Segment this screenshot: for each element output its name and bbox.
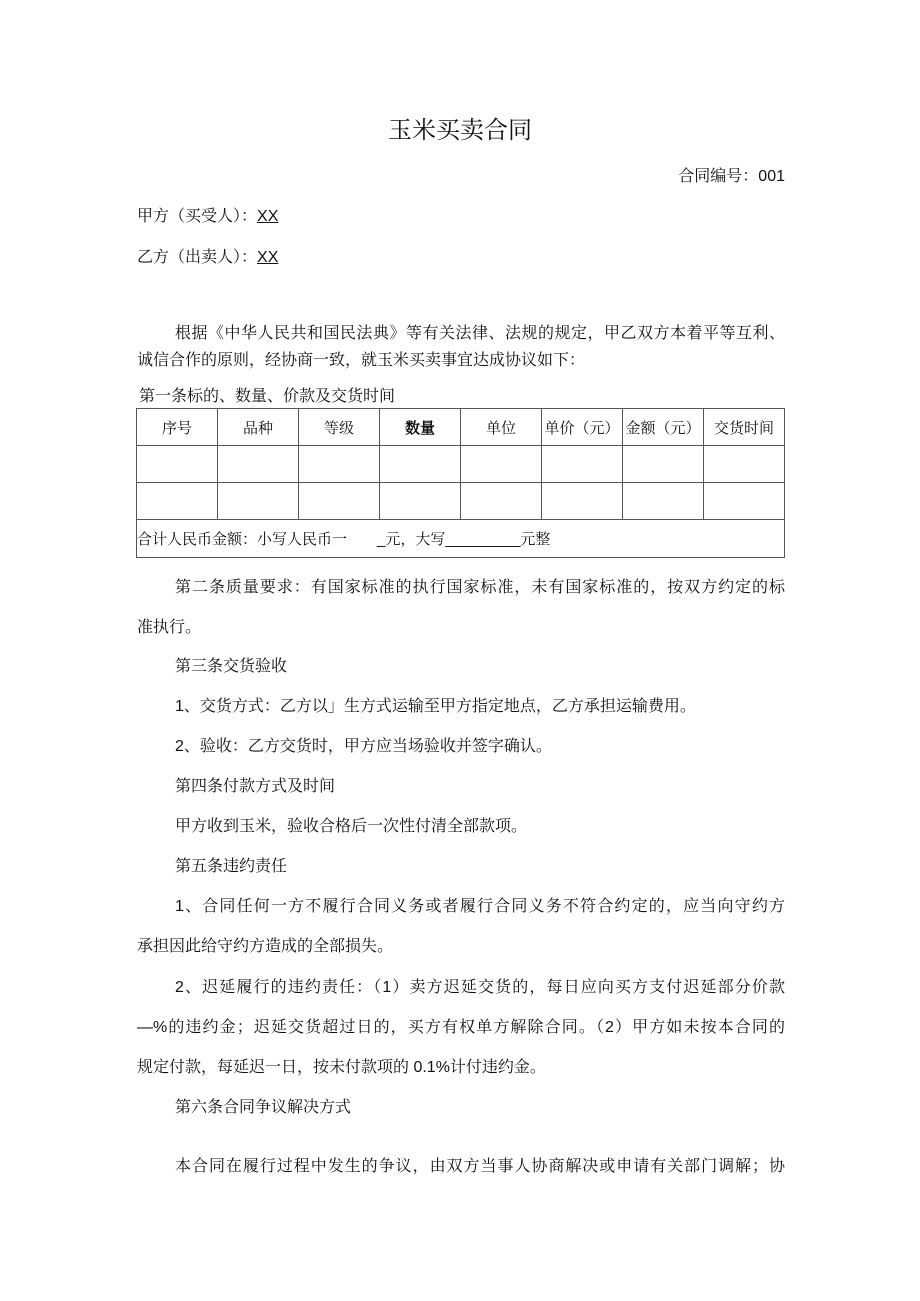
party-b-value: XX	[257, 249, 279, 266]
article4-title: 第四条付款方式及时间	[175, 778, 336, 795]
contract-number: 合同编号：001	[678, 168, 785, 185]
article5-item2-line-2: —%的违约金；迟延交货超过日的，买方有权单方解除合同。（2）甲方如未按本合同的	[137, 1019, 785, 1036]
table-cell	[218, 483, 299, 520]
table-cell	[542, 483, 623, 520]
table-header: 单位	[461, 409, 542, 446]
intro-line-2: 诚信合作的原则，经协商一致，就玉米买卖事宜达成协议如下：	[137, 352, 586, 369]
article1-title: 第一条标的、数量、价款及交货时间	[139, 388, 396, 405]
party-a-value: XX	[257, 208, 279, 225]
table-header-row	[137, 409, 785, 446]
article3-title: 第三条交货验收	[175, 658, 288, 675]
party-b-label: 乙方（出卖人）：	[137, 249, 258, 266]
table-header: 单价（元）	[542, 409, 623, 446]
table-cell	[137, 483, 218, 520]
article3-item-2: 2、验收：乙方交货时，甲方应当场验收并签字确认。	[175, 738, 552, 755]
table-row	[137, 483, 785, 520]
table-cell	[137, 446, 218, 483]
table-cell	[623, 446, 704, 483]
article2-line-1: 第二条质量要求：有国家标准的执行国家标准，未有国家标准的，按双方约定的标	[175, 579, 785, 596]
article6-title: 第六条合同争议解决方式	[175, 1099, 352, 1116]
table-header: 序号	[137, 409, 218, 446]
article5-item2-line-1: 2、迟延履行的违约责任：（1）卖方迟延交货的，每日应向买方支付迟延部分价款	[175, 979, 785, 996]
table-total-row	[137, 520, 785, 558]
article5-item1-line-2: 承担因此给守约方造成的全部损失。	[137, 938, 394, 955]
table-cell	[461, 483, 542, 520]
article5-title: 第五条违约责任	[175, 858, 288, 875]
article4-text: 甲方收到玉米，验收合格后一次性付清全部款项。	[175, 818, 528, 835]
document-title: 玉米买卖合同	[388, 117, 532, 144]
table-cell	[299, 483, 380, 520]
table-row	[137, 446, 785, 483]
article5-item1-line-1: 1、合同任何一方不履行合同义务或者履行合同义务不符合约定的，应当向守约方	[175, 898, 785, 915]
table-header: 等级	[299, 409, 380, 446]
article6-text: 本合同在履行过程中发生的争议，由双方当事人协商解决或申请有关部门调解；协	[175, 1158, 785, 1175]
table-cell	[380, 483, 461, 520]
article5-item2-line-3: 规定付款，每延迟一日，按未付款项的 0.1%计付违约金。	[137, 1059, 546, 1076]
table-cell	[380, 446, 461, 483]
table-cell	[218, 446, 299, 483]
table-header: 交货时间	[704, 409, 785, 446]
party-b	[137, 248, 278, 268]
goods-table	[136, 408, 785, 558]
table-cell	[623, 483, 704, 520]
article3-item-1: 1、交货方式：乙方以」生方式运输至甲方指定地点，乙方承担运输费用。	[175, 698, 696, 715]
article2-line-2: 准执行。	[137, 619, 202, 636]
table-header: 品种	[218, 409, 299, 446]
intro-line-1: 根据《中华人民共和国民法典》等有关法律、法规的规定，甲乙双方本着平等互利、	[175, 325, 785, 342]
table-cell	[461, 446, 542, 483]
table-header: 金额（元）	[623, 409, 704, 446]
table-cell	[704, 446, 785, 483]
table-cell	[299, 446, 380, 483]
table-cell	[704, 483, 785, 520]
table-total: 合计人民币金额：小写人民币一 _元，大写_________元整	[137, 520, 785, 558]
table-cell	[542, 446, 623, 483]
party-a-label: 甲方（买受人）：	[137, 208, 258, 225]
table-header: 数量	[380, 409, 461, 446]
party-a	[137, 207, 278, 227]
